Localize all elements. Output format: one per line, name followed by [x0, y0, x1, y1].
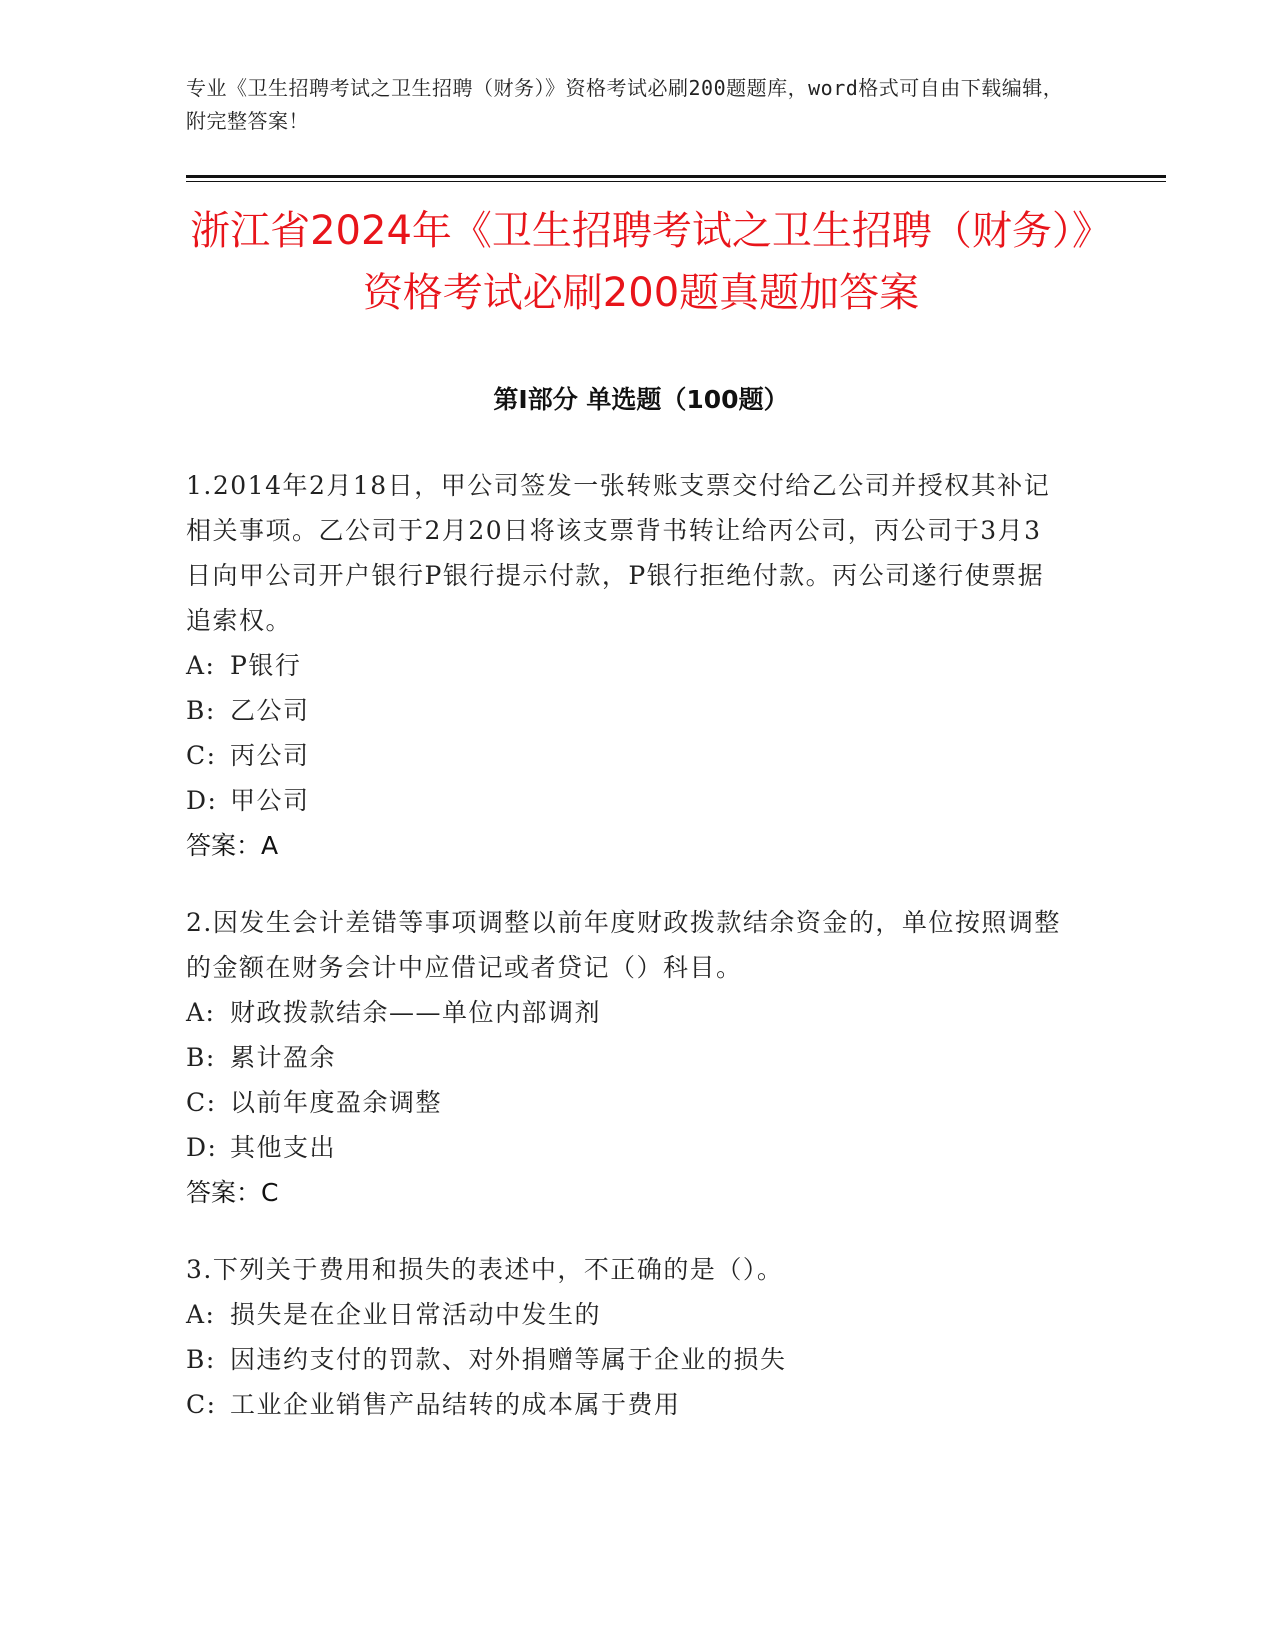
question-1 — [186, 463, 1066, 868]
option-text: 财政拨款结余——单位内部调剂 — [230, 998, 602, 1027]
option-text: 累计盈余 — [230, 1043, 337, 1072]
option-a — [186, 1292, 1066, 1337]
document-title: 浙江省2024年《卫生招聘考试之卫生招聘（财务）》资格考试必刷200题真题加答案 — [190, 208, 1092, 316]
option-key: B: — [186, 696, 216, 725]
option-text: 乙公司 — [230, 696, 310, 725]
option-key: B: — [186, 1043, 216, 1072]
option-d — [186, 778, 1066, 823]
option-d — [186, 1125, 1066, 1170]
option-key: D: — [186, 1133, 218, 1162]
header-divider-thick — [186, 175, 1166, 178]
option-text: 损失是在企业日常活动中发生的 — [230, 1300, 602, 1329]
option-b — [186, 1035, 1066, 1080]
option-c — [186, 1080, 1066, 1125]
question-stem: 1.2014年2月18日，甲公司签发一张转账支票交付给乙公司并授权其补记相关事项。乙公司于2月20日将该支票背书转让给丙公司，丙公司于3月3日向甲公司开户银行P银行提示付款，P银行拒绝付款。丙公司遂行使票据追索权。 — [186, 471, 1051, 635]
option-key: A: — [186, 1300, 216, 1329]
option-text: 因违约支付的罚款、对外捐赠等属于企业的损失 — [230, 1345, 787, 1374]
option-text: P银行 — [230, 651, 302, 680]
option-c — [186, 1382, 1066, 1427]
section-heading: 第I部分 单选题（100题） — [493, 385, 789, 414]
option-text: 丙公司 — [230, 741, 310, 770]
option-text: 其他支出 — [230, 1133, 337, 1162]
answer-line: 答案：C — [186, 1178, 279, 1207]
option-key: C: — [186, 1390, 217, 1419]
option-text: 以前年度盈余调整 — [230, 1088, 443, 1117]
option-text: 甲公司 — [230, 786, 310, 815]
header-note: 专业《卫生招聘考试之卫生招聘（财务）》资格考试必刷200题题库，word格式可自由下载编辑，附完整答案！ — [186, 76, 1064, 133]
option-a — [186, 990, 1066, 1035]
question-2 — [186, 900, 1066, 1215]
option-key: B: — [186, 1345, 216, 1374]
question-list — [186, 463, 1066, 1459]
document-page — [186, 0, 1166, 1650]
answer-line: 答案：A — [186, 831, 279, 860]
option-a — [186, 643, 1066, 688]
option-c — [186, 733, 1066, 778]
option-key: D: — [186, 786, 218, 815]
question-stem: 2.因发生会计差错等事项调整以前年度财政拨款结余资金的，单位按照调整的金额在财务会计中应借记或者贷记（）科目。 — [186, 908, 1061, 982]
option-key: C: — [186, 1088, 217, 1117]
question-3 — [186, 1247, 1066, 1427]
option-text: 工业企业销售产品结转的成本属于费用 — [230, 1390, 681, 1419]
option-key: C: — [186, 741, 217, 770]
option-key: A: — [186, 651, 216, 680]
option-b — [186, 688, 1066, 733]
header-divider-thin — [186, 181, 1166, 182]
option-b — [186, 1337, 1066, 1382]
option-key: A: — [186, 998, 216, 1027]
question-stem: 3.下列关于费用和损失的表述中，不正确的是（）。 — [186, 1255, 784, 1284]
